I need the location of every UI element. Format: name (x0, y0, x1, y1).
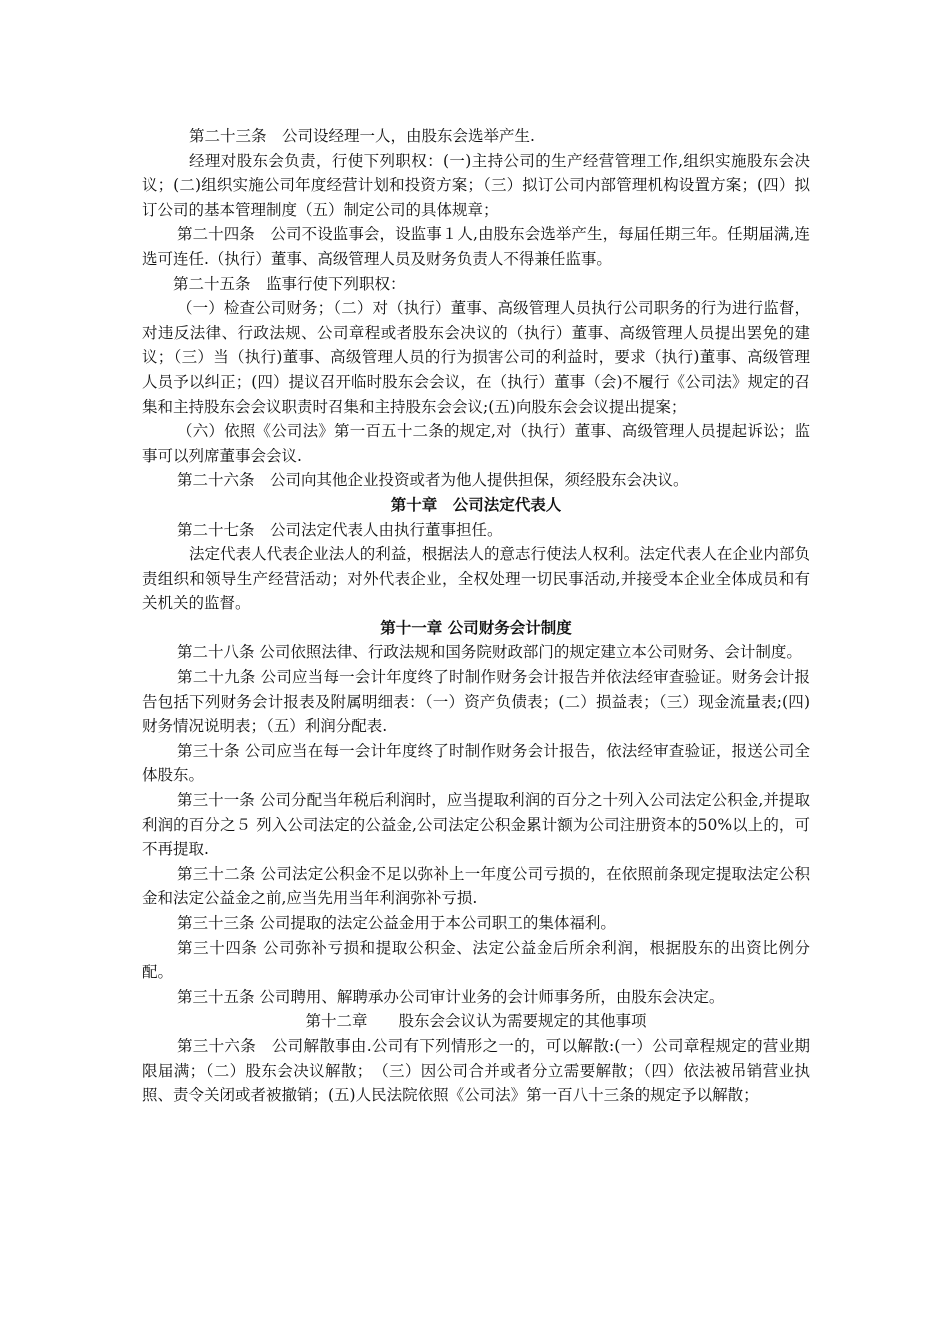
article-33: 第三十三条 公司提取的法定公益金用于本公司职工的集体福利。 (177, 914, 616, 932)
article-31: 第三十一条 公司分配当年税后利润时，应当提取利润的百分之十列入公司法定公积金,并提取利润的百分之５ 列入公司法定的公益金,公司法定公积金累计额为公司注册资本的50%以上的，可不再提取. (142, 791, 810, 859)
chapter-12-heading: 第十二章 股东会会议认为需要规定的其他事项 (305, 1012, 647, 1031)
article-29: 第二十九条 公司应当每一会计年度终了时制作财务会计报告并依法经审查验证。财务会计报告包括下列财务会计报表及附属明细表：（一）资产负债表；(二）损益表；（三）现金流量表;(四)财务情况说明表；（五）利润分配表. (142, 668, 810, 736)
article-26: 第二十六条 公司向其他企业投资或者为他人提供担保，须经股东会决议。 (177, 471, 689, 490)
article-36: 第三十六条 公司解散事由.公司有下列情形之一的，可以解散:(一）公司章程规定的营业期限届满；（二）股东会决议解散； （三）因公司合并或者分立需要解散；（四）依法被吊销营业执照、责令关闭或者被撤销；(五)人民法院依照《公司法》第一百八十三条的规定予以解散； (142, 1036, 810, 1105)
document-body (142, 124, 810, 1108)
article-25-powers: （一）检查公司财务；（二）对（执行）董事、高级管理人员执行公司职务的行为进行监督，对违反法律、行政法规、公司章程或者股东会决议的（执行）董事、高级管理人员提出罢免的建议；（三）当（执行)董事、高级管理人员的行为损害公司的利益时，要求（执行)董事、高级管理人员予以纠正；(四）提议召开临时股东会会议，在（执行）董事（会)不履行《公司法》规定的召集和主持股东会会议职责时召集和主持股东会会议;(五)向股东会会议提出提案； (142, 299, 810, 416)
article-27-detail: 法定代表人代表企业法人的利益，根据法人的意志行使法人权利。法定代表人在企业内部负责组织和领导生产经营活动；对外代表企业，全权处理一切民事活动,并接受本企业全体成员和有关机关的监督。 (142, 545, 810, 613)
article-24: 第二十四条 公司不设监事会，设监事１人,由股东会选举产生，每届任期三年。任期届满,连选可连任.（执行）董事、高级管理人员及财务负责人不得兼任监事。 (142, 225, 810, 268)
article-28: 第二十八条 公司依照法律、行政法规和国务院财政部门的规定建立本公司财务、会计制度。 (177, 643, 802, 662)
article-27: 第二十七条 公司法定代表人由执行董事担任。 (177, 520, 503, 539)
article-32: 第三十二条 公司法定公积金不足以弥补上一年度公司亏损的，在依照前条现定提取法定公积金和法定公益金之前,应当先用当年利润弥补亏损. (142, 864, 810, 908)
article-25-item-6: （六）依照《公司法》第一百五十二条的规定,对（执行）董事、高级管理人员提起诉讼；监事可以列席董事会会议. (142, 422, 810, 465)
article-23-duties: 经理对股东会负责，行使下列职权：(一)主持公司的生产经营管理工作,组织实施股东会决议；(二)组织实施公司年度经营计划和投资方案；（三）拟订公司内部管理机构设置方案；(四）拟订公司的基本管理制度（五）制定公司的具体规章； (142, 151, 810, 219)
article-23: 第二十三条 公司设经理一人，由股东会选举产生. (189, 127, 535, 145)
article-35: 第三十五条 公司聘用、解聘承办公司审计业务的会计师事务所，由股东会决定。 (177, 987, 725, 1006)
article-25: 第二十五条 监事行使下列职权： (173, 274, 406, 293)
chapter-11-heading: 第十一章 公司财务会计制度 (380, 617, 572, 637)
article-34: 第三十四条 公司弥补亏损和提取公积金、法定公益金后所余利润，根据股东的出资比例分配。 (142, 938, 810, 982)
chapter-10-heading: 第十章 公司法定代表人 (390, 494, 562, 514)
article-30: 第三十条 公司应当在每一会计年度终了时制作财务会计报告，依法经审查验证，报送公司全体股东。 (142, 741, 810, 785)
